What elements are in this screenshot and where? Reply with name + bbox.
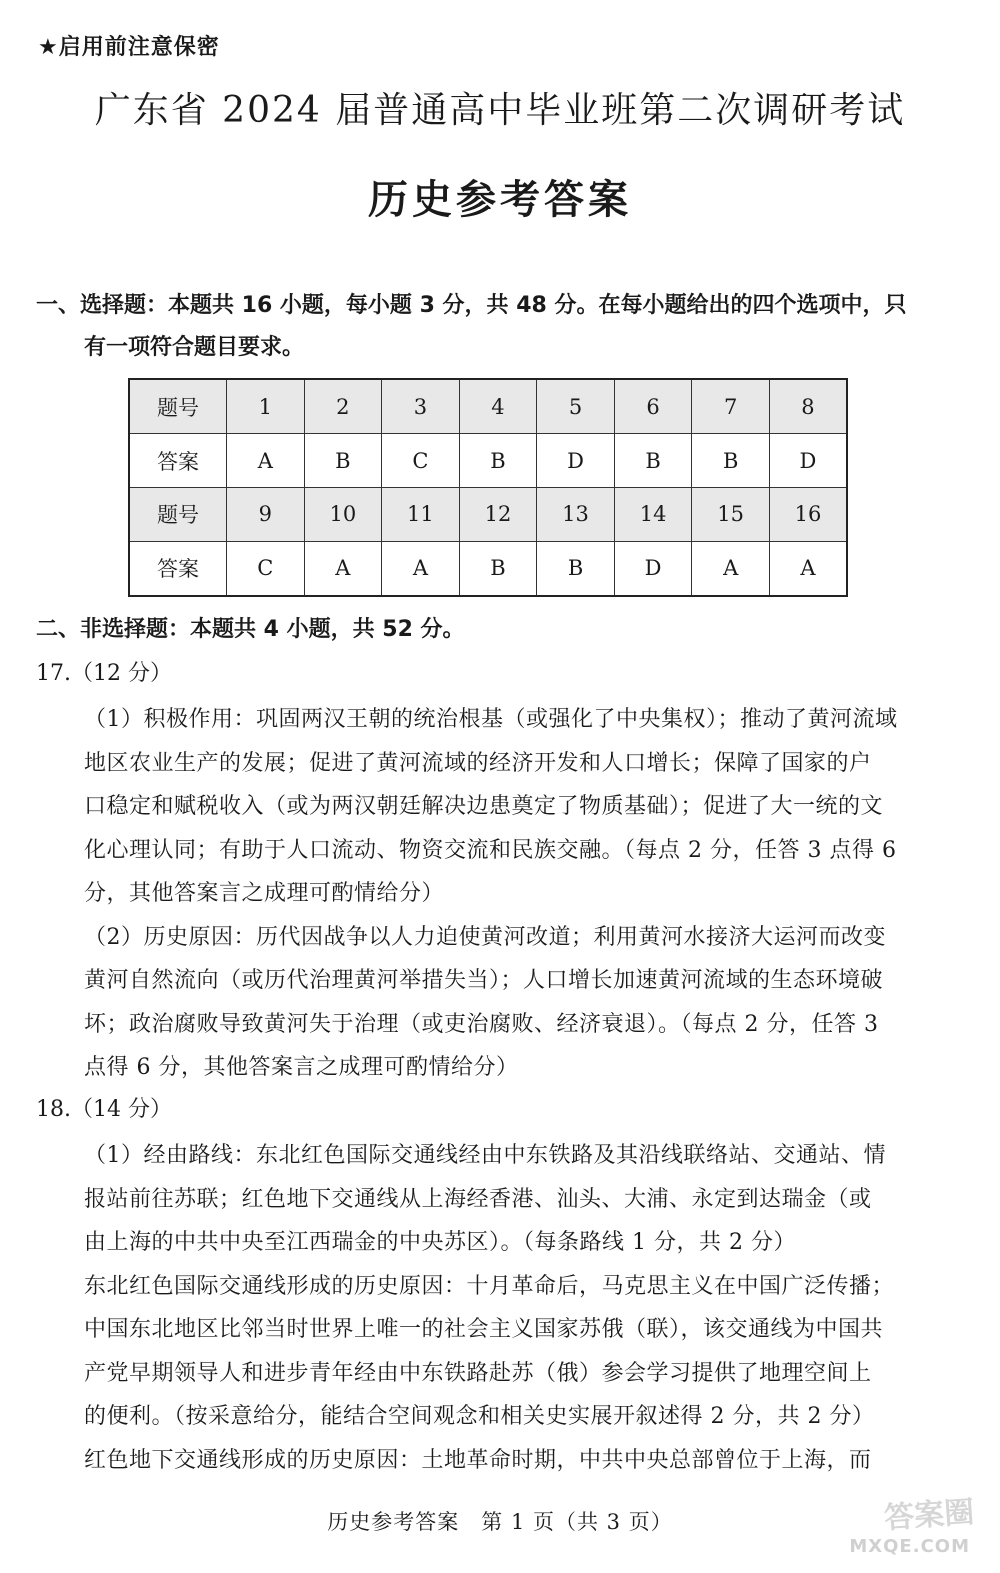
answer-cell: A [227, 434, 305, 488]
question-number-cell: 4 [459, 379, 537, 434]
page-footer: 历史参考答案 第 1 页（共 3 页） [327, 1510, 673, 1534]
question-number-cell: 1 [227, 379, 305, 434]
answer-line: （2）历史原因：历代因战争以人力迫使黄河改道；利用黄河水接济大运河而改变 [84, 924, 886, 950]
watermark-logo: 答案圈 [883, 1494, 976, 1537]
answer-line: 黄河自然流向（或历代治理黄河举措失当）；人口增长加速黄河流域的生态环境破 [84, 968, 884, 993]
answer-cell: A [692, 541, 770, 596]
row-label: 答案 [129, 541, 227, 596]
answer-line: 东北红色国际交通线形成的历史原因：十月革命后，马克思主义在中国广泛传播； [84, 1273, 895, 1299]
answer-cell: D [614, 541, 692, 596]
answer-line: 中国东北地区比邻当时世界上唯一的社会主义国家苏俄（联），该交通线为中国共 [84, 1317, 884, 1342]
question-17-answer [84, 698, 946, 1090]
answer-cell: B [304, 434, 382, 488]
question-number-cell: 6 [614, 379, 692, 434]
row-label: 答案 [129, 434, 227, 488]
table-row [129, 434, 847, 488]
answer-cell: B [537, 541, 615, 596]
question-number-cell: 2 [304, 379, 382, 434]
question-number-cell: 3 [382, 379, 460, 434]
question-18-number: 18.（14 分） [36, 1097, 172, 1122]
answer-line: 化心理认同；有助于人口流动、物资交流和民族交融。（每点 2 分，任答 3 点得 6 [84, 837, 897, 863]
answer-cell: B [692, 434, 770, 488]
answer-line: （1）积极作用：巩固两汉王朝的统治根基（或强化了中央集权）；推动了黄河流域 [84, 707, 898, 732]
question-18-answer [84, 1134, 946, 1482]
answer-line: 由上海的中共中央至江西瑞金的中央苏区）。（每条路线 1 分，共 2 分） [84, 1230, 796, 1255]
answer-cell: A [304, 541, 382, 596]
answer-cell: B [614, 434, 692, 488]
section1-heading-line1: 一、选择题：本题共 16 小题，每小题 3 分，共 48 分。在每小题给出的四个选项中，只 [36, 293, 907, 318]
exam-title: 广东省 2024 届普通高中毕业班第二次调研考试 [94, 90, 906, 131]
question-number-cell: 16 [769, 487, 847, 541]
answer-cell: D [537, 434, 615, 488]
answer-line: 地区农业生产的发展；促进了黄河流域的经济开发和人口增长；保障了国家的户 [84, 750, 872, 776]
answer-line: 分，其他答案言之成理可酌情给分） [84, 881, 445, 906]
answer-cell: B [459, 541, 537, 596]
table-row [129, 379, 847, 434]
section2-heading: 二、非选择题：本题共 4 小题，共 52 分。 [36, 617, 465, 642]
answer-line: 产党早期领导人和进步青年经由中东铁路赴苏（俄）参会学习提供了地理空间上 [84, 1360, 872, 1386]
table-row [129, 541, 847, 596]
section1-heading-line2: 有一项符合题目要求。 [84, 335, 305, 360]
answer-line: 红色地下交通线形成的历史原因：土地革命时期，中共中央总部曾位于上海，而 [84, 1447, 872, 1473]
question-number-cell: 11 [382, 487, 460, 541]
question-number-cell: 5 [537, 379, 615, 434]
answer-table [128, 378, 848, 597]
question-number-cell: 12 [459, 487, 537, 541]
answer-cell: B [459, 434, 537, 488]
answer-cell: D [769, 434, 847, 488]
answer-line: 口稳定和赋税收入（或为两汉朝廷解决边患奠定了物质基础）；促进了大一统的文 [84, 794, 884, 819]
answer-line: 报站前往苏联；红色地下交通线从上海经香港、汕头、大浦、永定到达瑞金（或 [84, 1186, 872, 1212]
question-number-cell: 9 [227, 487, 305, 541]
table-row [129, 487, 847, 541]
question-17-number: 17.（12 分） [36, 661, 172, 686]
answer-cell: A [769, 541, 847, 596]
answer-line: 的便利。（按采意给分，能结合空间观念和相关史实展开叙述得 2 分，共 2 分） [84, 1404, 875, 1429]
question-number-cell: 14 [614, 487, 692, 541]
answer-cell: A [382, 541, 460, 596]
row-label: 题号 [129, 487, 227, 541]
answer-line: 点得 6 分，其他答案言之成理可酌情给分） [84, 1055, 519, 1080]
answer-line: （1）经由路线：东北红色国际交通线经由中东铁路及其沿线联络站、交通站、情 [84, 1143, 886, 1168]
row-label: 题号 [129, 379, 227, 434]
question-number-cell: 10 [304, 487, 382, 541]
question-number-cell: 8 [769, 379, 847, 434]
question-number-cell: 13 [537, 487, 615, 541]
watermark-site: MXQE.COM [849, 1536, 970, 1557]
document-title: 历史参考答案 [368, 177, 632, 223]
answer-line: 坏；政治腐败导致黄河失于治理（或吏治腐败、经济衰退）。（每点 2 分，任答 3 [84, 1011, 879, 1037]
question-number-cell: 15 [692, 487, 770, 541]
confidential-notice: ★启用前注意保密 [38, 35, 220, 60]
answer-cell: C [382, 434, 460, 488]
answer-cell: C [227, 541, 305, 596]
question-number-cell: 7 [692, 379, 770, 434]
